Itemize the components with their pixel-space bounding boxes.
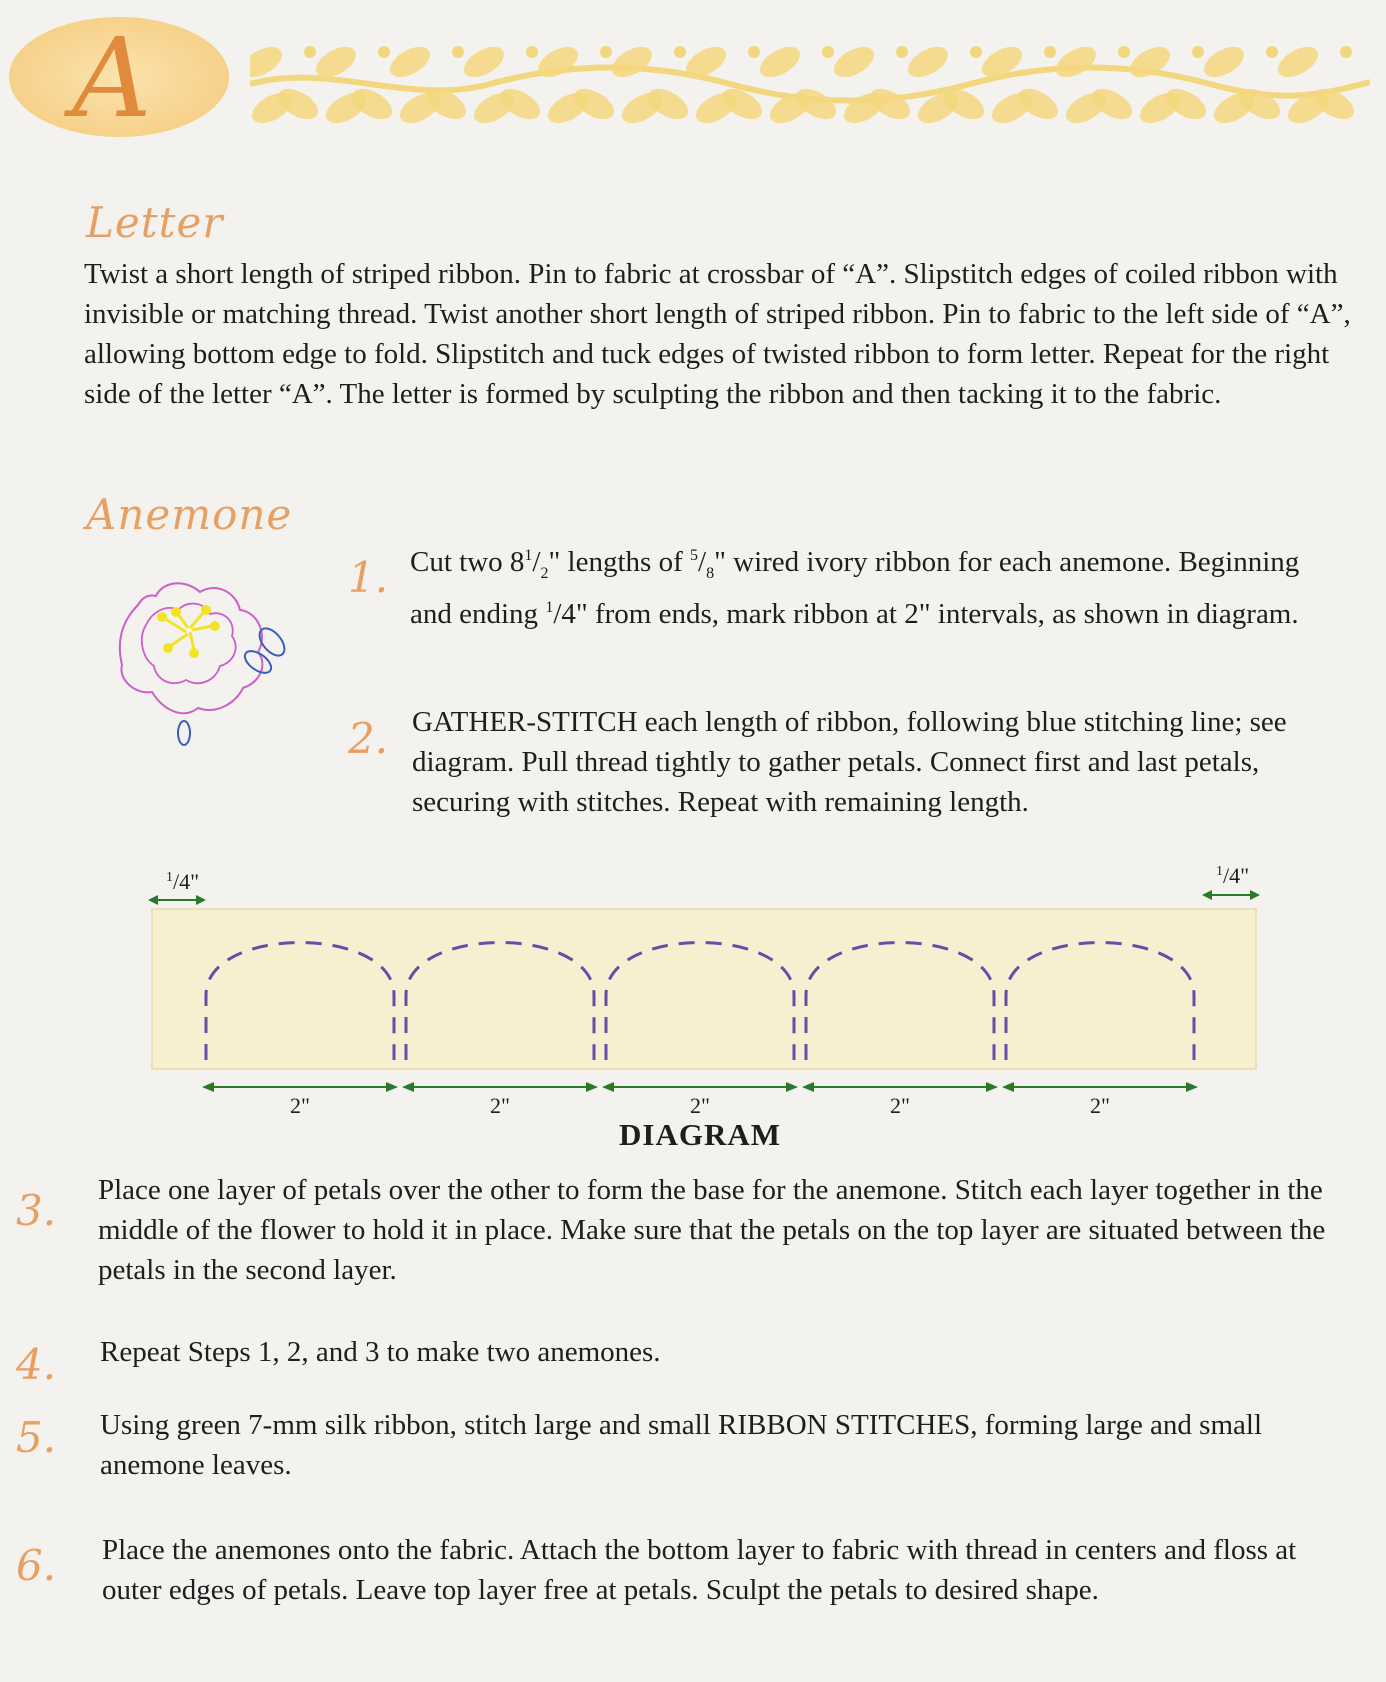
end-margin-left bbox=[148, 869, 206, 905]
end-margin-left-label: $^1$/4" bbox=[166, 869, 200, 894]
step-5-text: Using green 7-mm silk ribbon, stitch large and small RIBBON STITCHES, forming large and small anemone leaves. bbox=[100, 1409, 1263, 1481]
interval-arrows bbox=[202, 1082, 1198, 1118]
vine-leaf bbox=[1051, 41, 1101, 84]
ribbon-strip bbox=[152, 909, 1256, 1069]
interval-arrowhead-right bbox=[386, 1082, 398, 1092]
step-1-part: / bbox=[698, 546, 707, 578]
interval-label: 2" bbox=[490, 1093, 510, 1118]
step-1-part: Cut two 8 bbox=[410, 546, 525, 578]
step-1-part: /4" from ends, mark ribbon at 2" intervals, as shown in diagram. bbox=[553, 597, 1299, 630]
interval-arrowhead-right bbox=[786, 1082, 798, 1092]
step-1-part: 8 bbox=[706, 564, 715, 582]
inner-petal-outline bbox=[142, 604, 236, 684]
interval-label: 2" bbox=[690, 1093, 710, 1118]
initial-badge bbox=[8, 16, 230, 138]
vine-leaf bbox=[1199, 41, 1249, 84]
diagram-title: DIAGRAM bbox=[619, 1117, 781, 1152]
anemone-section-title: Anemone bbox=[86, 490, 293, 539]
step-1-part: " lengths of bbox=[548, 546, 690, 578]
vine-berry bbox=[600, 46, 612, 58]
step-4-text: Repeat Steps 1, 2, and 3 to make two anemones. bbox=[100, 1336, 661, 1368]
vine-leaf bbox=[607, 41, 657, 84]
vine-berry bbox=[526, 46, 538, 58]
step-4-number: 4. bbox=[16, 1340, 57, 1389]
step-5-number: 5. bbox=[16, 1413, 57, 1462]
step-2-text: GATHER-STITCH each length of ribbon, following blue stitching line; see diagram. Pull thread tightly to gather petals. Connect first and last petals, securing with stitches. Repeat with remaining length. bbox=[412, 706, 1287, 818]
anemone-flower-illustration bbox=[108, 570, 308, 750]
interval-arrowhead-left bbox=[802, 1082, 814, 1092]
step-1-part: 1 bbox=[545, 598, 554, 616]
letter-section-body: Twist a short length of striped ribbon. Pin to fabric at crossbar of “A”. Slipstitch edges of coiled ribbon with invisible or matching thread. Twist another short length of striped ribbon. Pin to fabric to the left side of “A”, allowing bottom edge to fold. Slipstitch and tuck edges of twisted ribbon to form letter. Repeat for the right side of the letter “A”. The letter is formed by sculpting the ribbon and then tacking it to the fabric. bbox=[84, 258, 1351, 410]
interval-arrowhead-left bbox=[402, 1082, 414, 1092]
vine-leaf bbox=[903, 41, 953, 84]
step-1-part: 1 bbox=[524, 547, 533, 564]
interval-arrowhead-right bbox=[1186, 1082, 1198, 1092]
interval-label: 2" bbox=[1090, 1093, 1110, 1118]
vine-berry bbox=[452, 46, 464, 58]
step-1-number: 1. bbox=[348, 553, 389, 602]
vine-berry bbox=[1266, 46, 1278, 58]
vine-berry bbox=[1118, 46, 1130, 58]
vine-leaf bbox=[829, 41, 879, 84]
vine-leaf bbox=[385, 41, 435, 84]
flower-leaves bbox=[178, 624, 289, 745]
ribbon-diagram bbox=[140, 865, 1270, 1155]
vine-berry bbox=[304, 46, 316, 58]
vine-berry bbox=[1340, 46, 1352, 58]
vine-berry bbox=[1044, 46, 1056, 58]
interval-arrowhead-right bbox=[586, 1082, 598, 1092]
step-3-number: 3. bbox=[16, 1186, 57, 1235]
vine-leaf bbox=[755, 41, 805, 84]
end-margin-right bbox=[1202, 865, 1260, 900]
vine-leaf bbox=[1273, 41, 1323, 84]
vine-berry bbox=[822, 46, 834, 58]
initial-letter: A bbox=[72, 16, 152, 138]
step-1-part: 5 bbox=[690, 547, 698, 564]
vine-border bbox=[250, 22, 1370, 142]
interval-label: 2" bbox=[290, 1093, 310, 1118]
vine-berry bbox=[378, 46, 390, 58]
step-6-number: 6. bbox=[16, 1541, 57, 1590]
vine-berry bbox=[674, 46, 686, 58]
step-1-part: 2 bbox=[540, 564, 549, 582]
vine-berry bbox=[896, 46, 908, 58]
vine-berry bbox=[1192, 46, 1204, 58]
step-1-part: " wired ivory ribbon for each anemone. Beginning and ending bbox=[410, 546, 1300, 630]
step-2-number: 2. bbox=[348, 714, 389, 763]
interval-arrowhead-left bbox=[202, 1082, 214, 1092]
interval-arrowhead-left bbox=[1002, 1082, 1014, 1092]
step-1-text bbox=[410, 542, 1330, 634]
step-1-part: / bbox=[532, 546, 541, 578]
interval-label: 2" bbox=[890, 1093, 910, 1118]
vine-leaf bbox=[459, 41, 509, 84]
header-band bbox=[0, 0, 1386, 150]
vine-leaf bbox=[533, 41, 583, 84]
step-6-text: Place the anemones onto the fabric. Attach the bottom layer to fabric with thread in centers and floss at outer edges of petals. Leave top layer free at petals. Sculpt the petals to desired shape. bbox=[102, 1534, 1297, 1606]
interval-arrowhead-left bbox=[602, 1082, 614, 1092]
vine-berry bbox=[748, 46, 760, 58]
step-3-text: Place one layer of petals over the other to form the base for the anemone. Stitch each layer together in the middle of the flower to hold it in place. Make sure that the petals on the top layer are situated between the petals in the second layer. bbox=[98, 1174, 1326, 1286]
interval-arrowhead-right bbox=[986, 1082, 998, 1092]
letter-section-title: Letter bbox=[86, 198, 224, 247]
vine-berry bbox=[970, 46, 982, 58]
end-margin-right-label: $^1$/4" bbox=[1216, 865, 1250, 888]
